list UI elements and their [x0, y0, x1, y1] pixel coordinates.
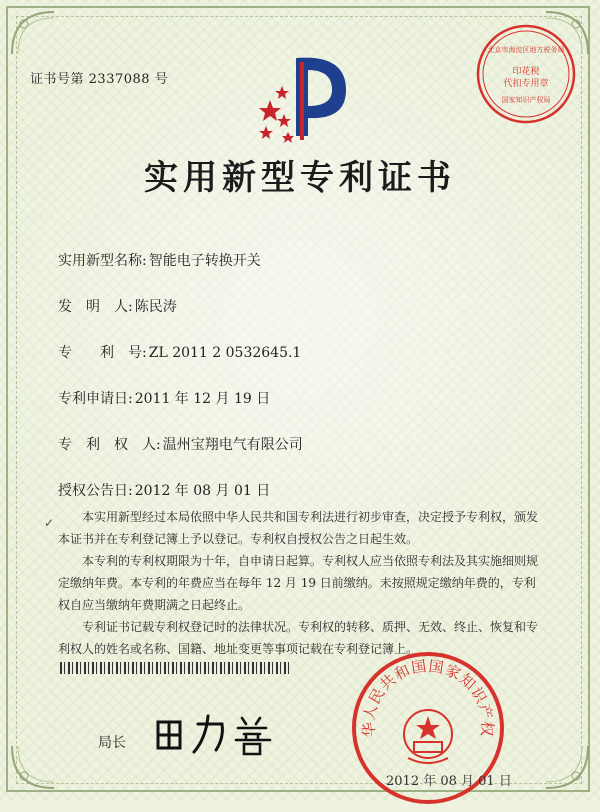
- issue-date: 2012 年 08 月 01 日: [386, 774, 512, 789]
- field-label: 专 利 号:: [58, 345, 147, 361]
- director-signature: [150, 708, 290, 758]
- field-value: 智能电子转换开关: [148, 253, 261, 269]
- corner-ornament-top-left: [10, 10, 56, 56]
- certificate-body: [58, 506, 543, 660]
- field-label: 发 明 人:: [58, 299, 133, 315]
- field-value: 温州宝翔电气有限公司: [162, 437, 303, 453]
- corner-ornament-bottom-left: [10, 744, 56, 790]
- cert-number-label: 证书号第: [30, 72, 85, 87]
- svg-text:中华人民共和国国家知识产权局: 华人民共和国国家知识产权: [359, 656, 497, 738]
- corner-ornament-bottom-right: [544, 744, 590, 790]
- body-paragraph-1: 本实用新型经过本局依照中华人民共和国专利法进行初步审查，决定授予专利权，颁发本证书并在专利登记簿上予以登记。专利权自授权公告之日起生效。: [58, 510, 539, 546]
- field-patentee: [58, 434, 303, 454]
- patent-office-logo: [248, 48, 368, 148]
- body-paragraph-3: 专利证书记载专利权登记时的法律状况。专利权的转移、质押、无效、终止、恢复和专利权人的姓名或名称、国籍、地址变更等事项记载在专利登记簿上。: [58, 620, 539, 656]
- svg-text:印花税: 印花税: [512, 67, 540, 77]
- tax-stamp-seal: [474, 22, 578, 126]
- field-utility-model-name: [58, 250, 261, 270]
- field-inventor: [58, 296, 177, 316]
- cert-number-suffix: 号: [154, 72, 169, 87]
- certificate-number: [30, 68, 168, 87]
- field-label: 授权公告日:: [58, 483, 133, 499]
- svg-text:国家知识产权局: 国家知识产权局: [501, 96, 551, 104]
- field-label: 专利申请日:: [58, 391, 133, 407]
- field-application-date: [58, 388, 270, 408]
- field-label: 专 利 权 人:: [58, 437, 161, 453]
- svg-text:北京市海淀区地方税务局: 北京市海淀区地方税务局: [487, 46, 565, 54]
- cert-number-value: 2337088: [88, 72, 151, 87]
- margin-mark: ✓: [44, 516, 55, 530]
- field-label: 实用新型名称:: [58, 253, 147, 269]
- field-value: 2012 年 08 月 01 日: [134, 483, 271, 499]
- barcode: [60, 662, 292, 674]
- field-value: 陈民涛: [134, 299, 177, 315]
- field-grant-date: [58, 480, 270, 500]
- field-patent-number: [58, 342, 301, 362]
- svg-text:代扣专用章: 代扣专用章: [503, 79, 549, 89]
- field-value: ZL 2011 2 0532645.1: [148, 345, 302, 361]
- page-title: 实用新型专利证书: [144, 158, 456, 198]
- director-label: 局长: [98, 735, 126, 751]
- body-paragraph-2: 本专利的专利权期限为十年，自申请日起算。专利权人应当依照专利法及其实施细则规定缴纳年费。本专利的年费应当在每年 12 月 19 日前缴纳。未按照规定缴纳年费的，专利权自应当缴纳年费期满之日起终止。: [58, 554, 539, 612]
- field-value: 2011 年 12 月 19 日: [134, 391, 271, 407]
